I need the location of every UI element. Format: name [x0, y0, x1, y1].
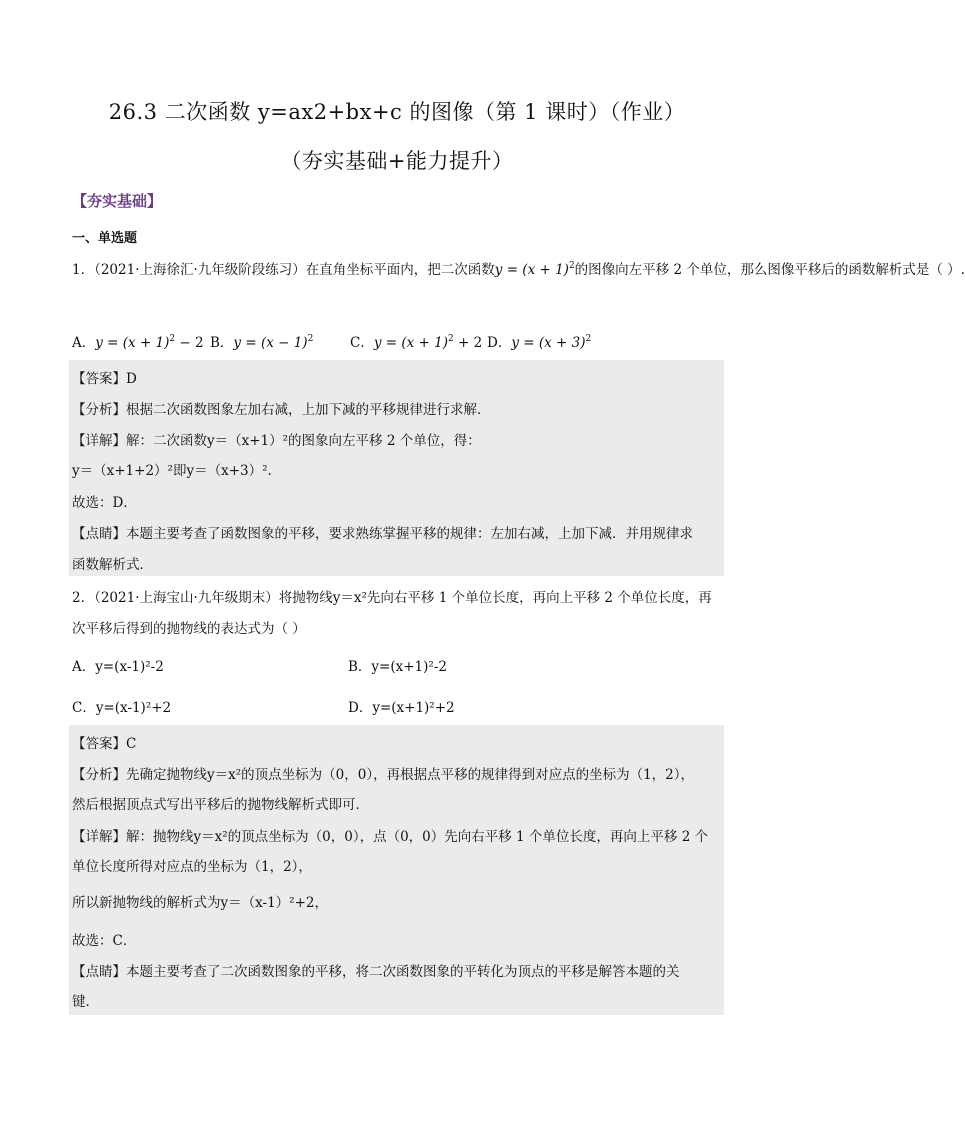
q1-answer-block	[69, 360, 724, 546]
q1-comment-line-2: 函数解析式．	[72, 557, 153, 573]
q2-option-c: C．y=(x-1)²+2	[72, 700, 172, 716]
q1-comment-line-1: 【点睛】本题主要考查了函数图象的平移，要求熟练掌握平移的规律：左加右减，上加下减．并用规律求	[72, 526, 693, 542]
q1-detail-line-2: y＝（x+1+2）²即y＝（x+3）².	[72, 463, 272, 479]
q1-choose: 故选：D．	[72, 495, 137, 511]
q2-option-b: B．y=(x+1)²-2	[348, 659, 447, 675]
q2-comment-line-2: 键．	[72, 994, 99, 1010]
q1-option-a: A．$y = (x + 1)^2 - 2$	[72, 334, 204, 351]
title-line-1: 26.3 二次函数 y=ax2+bx+c 的图像（第 1 课时）（作业）	[108, 100, 686, 124]
q2-answer-block	[69, 725, 724, 1015]
q1-option-d: D．$y = (x + 3)^2$	[487, 334, 592, 351]
q2-comment-line-1: 【点睛】本题主要考查了二次函数图象的平移，将二次函数图象的平转化为顶点的平移是解答本题的关	[72, 964, 680, 980]
q2-detail-line-2: 单位长度所得对应点的坐标为（1，2），	[72, 859, 312, 875]
q1-analysis: 【分析】根据二次函数图象左加右减，上加下减的平移规律进行求解．	[72, 402, 491, 418]
q1-option-c: C．$y = (x + 1)^2 + 2$	[350, 334, 483, 351]
q2-option-a: A．y=(x-1)²-2	[72, 659, 164, 675]
q2-stem-line-2: 次平移后得到的抛物线的表达式为（ ）	[72, 621, 306, 637]
q2-detail-line-1: 【详解】解：抛物线y＝x²的顶点坐标为（0，0），点（0，0）先向右平移 1 个单位长度，再向上平移 2 个	[72, 829, 709, 845]
subsection-title: 一、单选题	[72, 231, 138, 246]
q2-answer: 【答案】C	[72, 736, 137, 752]
q2-analysis-line-1: 【分析】先确定抛物线y＝x²的顶点坐标为（0，0），再根据点平移的规律得到对应点的坐标为（1，2），	[72, 767, 695, 783]
section-header: 【夯实基础】	[72, 192, 163, 210]
q1-detail-line-1: 【详解】解：二次函数y＝（x+1）²的图象向左平移 2 个单位，得：	[72, 433, 481, 449]
q1-answer-block-tail	[69, 546, 724, 576]
title-line-2: （夯实基础+能力提升）	[280, 149, 514, 173]
q2-detail-line-3: 所以新抛物线的解析式为y＝（x-1）²+2，	[72, 895, 328, 911]
q1-answer: 【答案】D	[72, 371, 137, 387]
q2-analysis-line-2: 然后根据顶点式写出平移后的抛物线解析式即可．	[72, 797, 369, 813]
q1-stem-line-1: 1．（2021·上海徐汇·九年级阶段练习）在直角坐标平面内，把二次函数$y = (x + 1)^2$的图像向左平移 2 个单位，那么图像平移后的函数解析式是（ ）.	[72, 261, 965, 278]
q2-option-d: D．y=(x+1)²+2	[348, 700, 455, 716]
q2-stem-line-1: 2．（2021·上海宝山·九年级期末）将抛物线y＝x²先向右平移 1 个单位长度，再向上平移 2 个单位长度，再	[72, 590, 712, 606]
q2-choose: 故选：C．	[72, 933, 137, 949]
q1-option-b: B．$y = (x - 1)^2$	[210, 334, 314, 351]
